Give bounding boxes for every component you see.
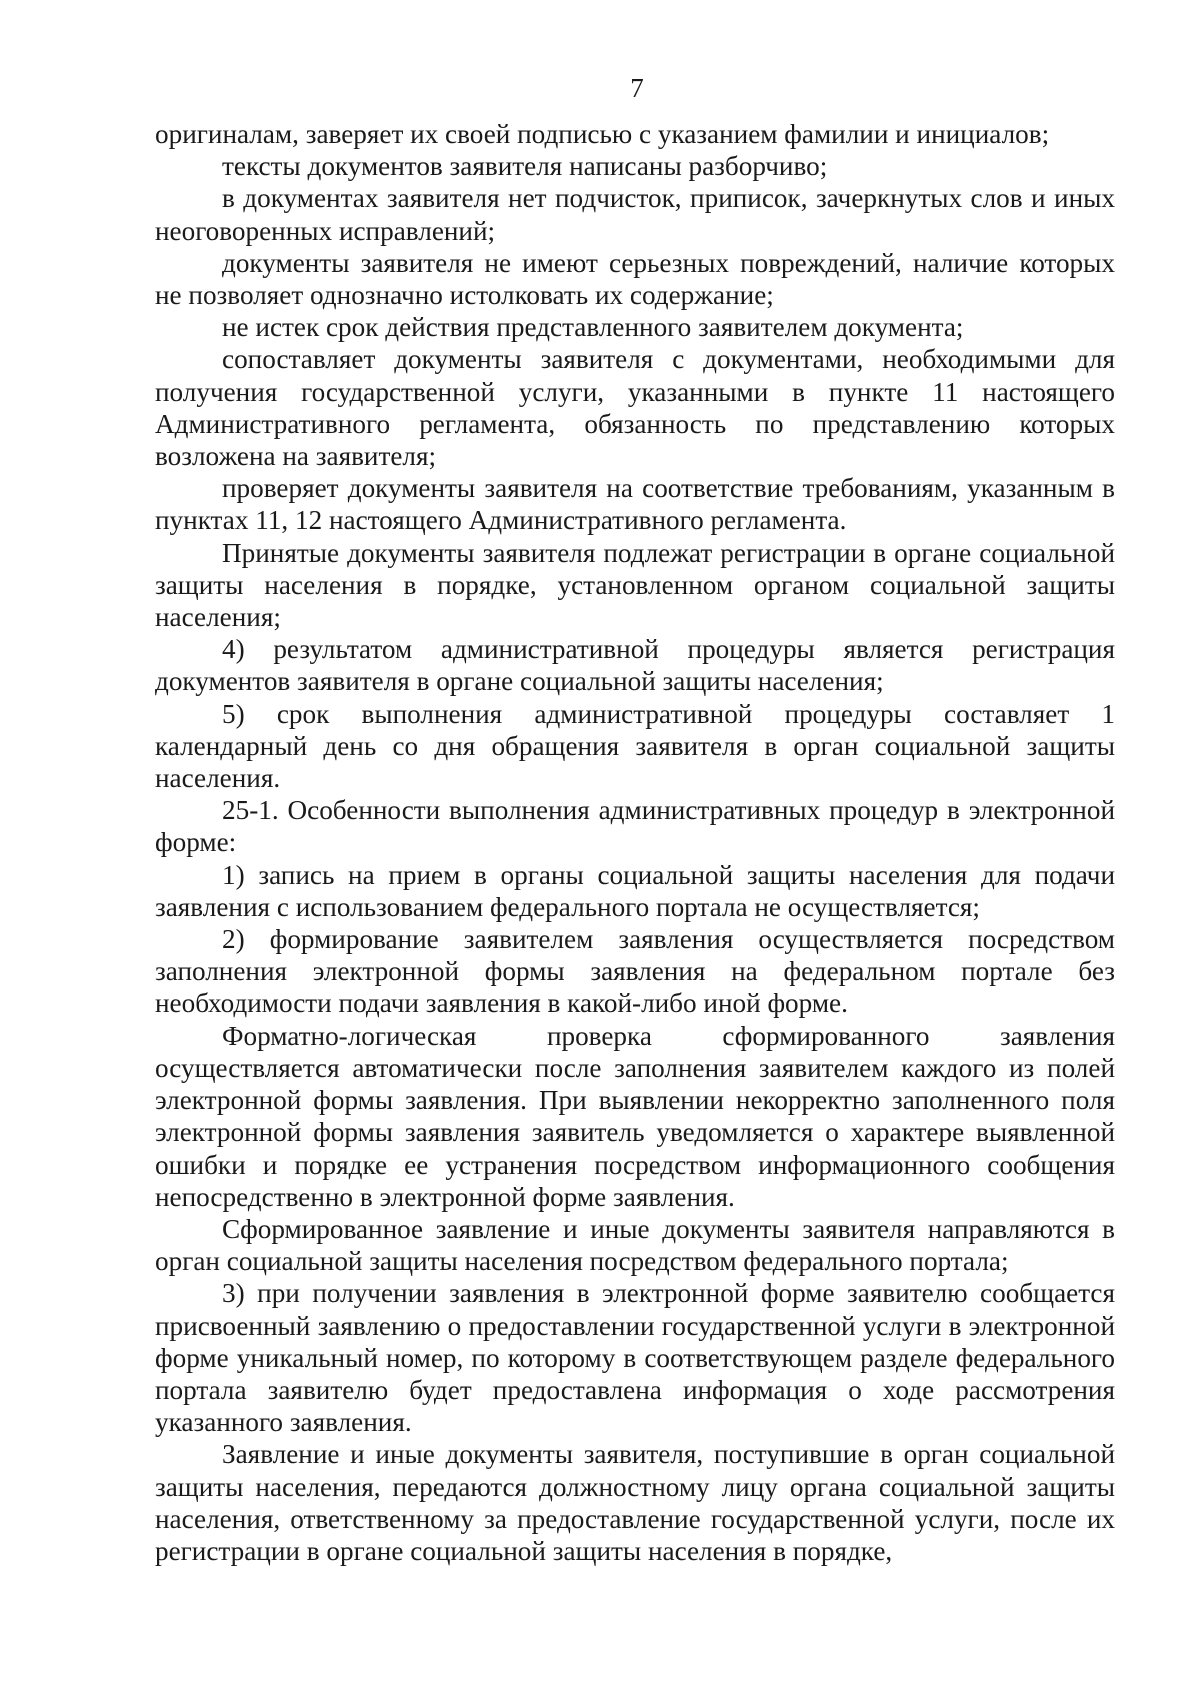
paragraph: не истек срок действия представленного заявителем документа; bbox=[222, 312, 964, 343]
paragraph: 2) формирование заявителем заявления осуществляется посредством заполнения электронной формы заявления на федеральном портале без необходимости подачи заявления в какой-либо иной форме. bbox=[155, 924, 1115, 1019]
paragraph: Форматно-логическая проверка сформированного заявления осуществляется автоматически после заполнения заявителем каждого из полей электронной формы заявления. При выявлении некорректно заполненного поля электронной формы заявления заявитель уведомляется о характере выявленной ошибки и порядке ее устранения посредством информационного сообщения непосредственно в электронной форме заявления. bbox=[155, 1020, 1115, 1212]
paragraph: проверяет документы заявителя на соответствие требованиям, указанным в пунктах 11, 12 настоящего Административного регламента. bbox=[155, 473, 1115, 536]
paragraph: Заявление и иные документы заявителя, поступившие в орган социальной защиты населения, передаются должностному лицу органа социальной защиты населения, ответственному за предоставление государственной услуги, после их регистрации в органе социальной защиты населения в порядке, bbox=[155, 1439, 1115, 1566]
paragraph: 25-1. Особенности выполнения административных процедур в электронной форме: bbox=[155, 795, 1115, 858]
paragraph: 5) срок выполнения административной процедуры составляет 1 календарный день со дня обращения заявителя в орган социальной защиты населения. bbox=[155, 698, 1115, 794]
paragraph: Сформированное заявление и иные документы заявителя направляются в орган социальной защиты населения посредством федерального портала; bbox=[155, 1213, 1115, 1277]
paragraph: 3) при получении заявления в электронной форме заявителю сообщается присвоенный заявлению о предоставлении государственной услуги в электронной форме уникальный номер, по которому в соответствующем разделе федерального портала заявителю будет предоставлена информация о ходе рассмотрения указанного заявления. bbox=[155, 1278, 1115, 1438]
page-number: 7 bbox=[630, 73, 644, 103]
paragraph: оригиналам, заверяет их своей подписью с указанием фамилии и инициалов; bbox=[155, 119, 1050, 149]
paragraph: в документах заявителя нет подчисток, приписок, зачеркнутых слов и иных неоговоренных исправлений; bbox=[155, 183, 1115, 246]
paragraph: документы заявителя не имеют серьезных повреждений, наличие которых не позволяет однозначно истолковать их содержание; bbox=[155, 247, 1115, 311]
paragraph: 1) запись на прием в органы социальной защиты населения для подачи заявления с использованием федерального портала не осуществляется; bbox=[155, 859, 1115, 922]
paragraph: тексты документов заявителя написаны разборчиво; bbox=[222, 151, 828, 182]
paragraph: 4) результатом административной процедуры является регистрация документов заявителя в органе социальной защиты населения; bbox=[155, 634, 1115, 697]
document-body bbox=[155, 118, 1115, 1567]
paragraph: сопоставляет документы заявителя с документами, необходимыми для получения государственной услуги, указанными в пункте 11 настоящего Административного регламента, обязанность по представлению которых возложена на заявителя; bbox=[155, 344, 1115, 472]
paragraph: Принятые документы заявителя подлежат регистрации в органе социальной защиты населения в порядке, установленном органом социальной защиты населения; bbox=[155, 537, 1115, 633]
